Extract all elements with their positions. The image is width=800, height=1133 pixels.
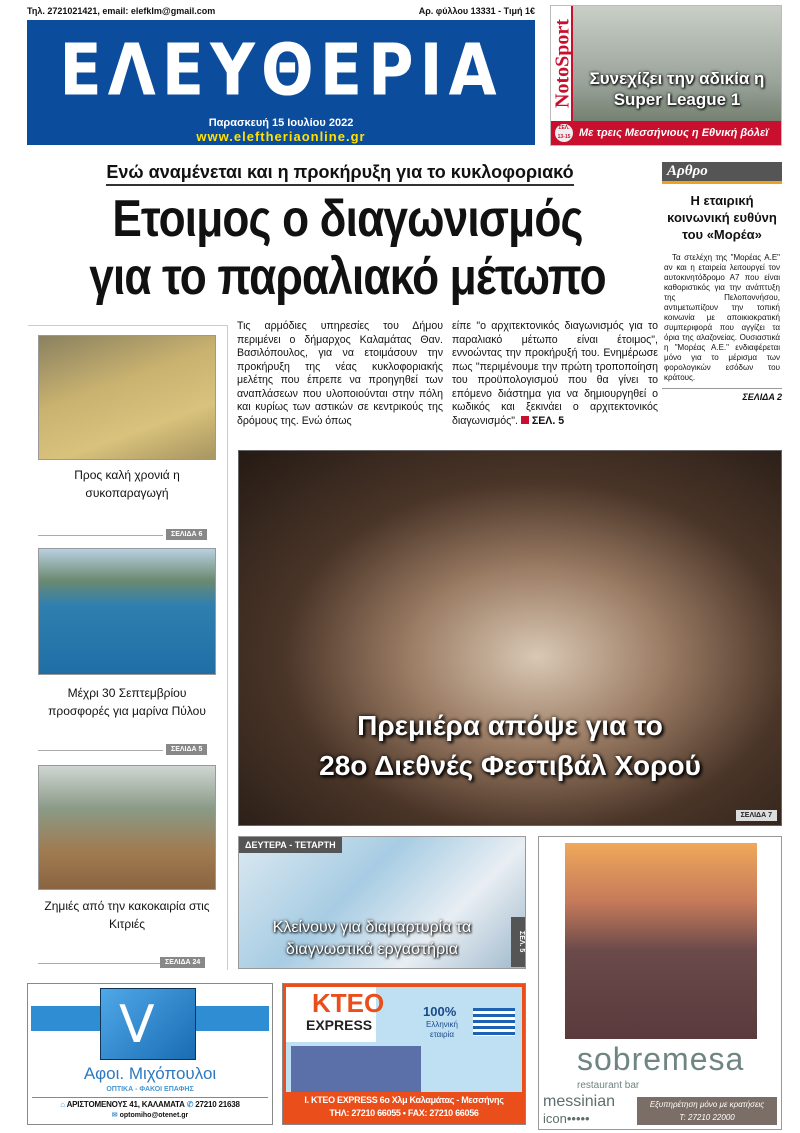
kteo-footer [283, 1094, 525, 1120]
dance-festival-photo[interactable] [238, 450, 782, 826]
newspaper-logo: ΕΛΕΥΘΕΡΙΑ [59, 27, 503, 112]
optics-phone: 27210 21638 [195, 1100, 240, 1109]
figs-photo [38, 335, 216, 460]
website-link[interactable]: www.eleftheriaonline.gr [196, 129, 366, 144]
reservation-text: Εξυπηρέτηση μόνο με κρατήσεις [649, 1100, 765, 1109]
notosport-logo: NotoSport [551, 19, 574, 108]
lab-story[interactable] [238, 836, 526, 969]
kteo-logo [286, 987, 385, 1042]
opinion-title: Η εταιρική κοινωνική ευθύνη του «Μορέα» [667, 193, 777, 242]
story-page: ΣΕΛΙΔΑ 24 [160, 957, 205, 968]
kteo-ad[interactable] [282, 983, 526, 1125]
optics-logo: V [100, 988, 196, 1060]
notosport-bar: Με τρεις Μεσσήνιους η Εθνική βόλεϊ [551, 121, 781, 145]
lab-title: Κλείνουν για διαμαρτυρία τα διαγνωστικά εργαστήρια [272, 919, 472, 958]
lead-kicker: Ενώ αναμένεται και η προκήρυξη για το κυκλοφοριακό [106, 162, 573, 186]
optics-address-line [32, 1097, 268, 1110]
bullet-icon [521, 416, 529, 424]
lead-body-col2 [452, 320, 658, 428]
issue-info: Αρ. φύλλου 13331 - Τιμή 1€ [418, 6, 535, 16]
kteo-pct: 100% [423, 1004, 457, 1019]
opinion-body: Τα στελέχη της "Μορέας Α.Ε" αν και η εταιρεία λειτουργεί τον αυτοκινητόδρομο Α7 που είναι καθοριστικός για την ανάπτυξη της Πελοποννήσου, αντιμετωπίζουν την τοπική κοινωνία με αποικιοκρατική συμπεριφορά που αγγίζει τα όρια της αλαζονείας. Ουσιαστικά η "Μορέας Α.Ε." ενδιαφέρεται μόνο για το μέρισμα των φορολογικών εσόδων του κράτους. [664, 253, 780, 382]
phone-icon: ✆ [186, 1100, 194, 1109]
messinian-logo: messinian [543, 1093, 616, 1110]
sobremesa-logo: sobremesa [577, 1041, 745, 1077]
notosport-page-badge: ΣΕΛ. 13-15 [555, 124, 573, 142]
optics-subtitle: ΟΠΤΙΚΑ - ΦΑΚΟΙ ΕΠΑΦΗΣ [106, 1086, 194, 1093]
story-caption[interactable]: Μέχρι 30 Σεπτεμβρίου προσφορές για μαρίνα Πύλου [48, 686, 206, 718]
lead-body-text: είπε "ο αρχιτεκτονικός διαγωνισμός για το παραλιακό μέτωπο είναι έτοιμος", εννοώντας την προκήρυξή του. Ενημέρωσε πως "περιμένουμε την πρώτη τροποποίηση του προϋπολογισμού που θα γίνει το επόμενο διάστημα για να δημιουργηθεί ο κωδικός και ξεκινάει ο αρχιτεκτονικός διαγωνισμός". [452, 320, 658, 427]
lead-body-col1: Τις αρμόδιες υπηρεσίες του Δήμου περιμένει ο δήμαρχος Καλαμάτας Θαν. Βασιλόπουλος, για να ετοιμάσουν την προκήρυξη της νέας κυκλοφοριακής μελέτης που έπρεπε να προηγηθεί των αναπλάσεων που υλοποιούνται στην πόλη και κυρίως των αστικών σε κεντρικούς της δρόμους της. Ενώ όπως [237, 320, 443, 427]
storm-photo [38, 765, 216, 890]
optics-email: optomiho@otenet.gr [119, 1112, 189, 1119]
mail-icon: ✉ [111, 1112, 118, 1119]
story-page: ΣΕΛΙΔΑ 6 [166, 529, 207, 540]
kteo-address: I. KTEO EXPRESS 6ο Χλμ Καλαμάτας - Μεσσήνης [304, 1095, 504, 1105]
lead-page-ref: ΣΕΛ. 5 [531, 414, 565, 427]
notosport-headline: Συνεχίζει την αδικία η Super League 1 [589, 69, 765, 109]
opinion-article[interactable] [662, 162, 782, 437]
reservation-phone: Τ: 27210 22000 [679, 1113, 735, 1122]
opinion-page: ΣΕΛΙΔΑ 2 [662, 388, 782, 402]
story-page: ΣΕΛΙΔΑ 5 [166, 744, 207, 755]
optics-ad[interactable] [27, 983, 273, 1125]
contact-info: Τηλ. 2721021421, email: elefklm@gmail.com [27, 6, 216, 16]
greek-flag-icon [473, 1008, 515, 1036]
marina-photo [38, 548, 216, 675]
story-caption[interactable]: Ζημιές από την κακοκαιρία στις Κιτριές [44, 899, 210, 931]
kteo-brand: KTEO [312, 988, 385, 1018]
reservation-box [637, 1097, 777, 1125]
optics-email-line [28, 1111, 272, 1121]
masthead [27, 20, 535, 145]
kteo-brand-sub: EXPRESS [306, 1017, 373, 1033]
lab-tag: ΔΕΥΤΕΡΑ - ΤΕΤΑΡΤΗ [239, 837, 342, 853]
lead-kicker-wrap [60, 162, 620, 183]
headline-line-1: Ετοιμος ο διαγωνισμός [112, 190, 583, 248]
optics-name: Αφοι. Μιχόπουλοι [83, 1064, 217, 1083]
caption-line-2: 28ο Διεθνές Φεστιβάλ Χορού [319, 750, 701, 781]
caption-line-1: Πρεμιέρα απόψε για το [357, 710, 663, 741]
story-caption[interactable]: Προς καλή χρονιά η συκοπαραγωγή [74, 468, 180, 500]
main-photo-caption [239, 706, 781, 786]
issue-date: Παρασκευή 15 Ιουλίου 2022 [208, 117, 354, 129]
kteo-pct-sub: Ελληνική εταιρία [425, 1020, 458, 1039]
headline-line-2: για το παραλιακό μέτωπο [89, 248, 606, 306]
kteo-building-photo [291, 1046, 421, 1092]
notosport-promo[interactable] [550, 5, 782, 146]
home-icon: ⌂ [60, 1100, 65, 1109]
restaurant-photo [565, 843, 757, 1039]
kteo-phones: ΤΗΛ: 27210 66055 • FAX: 27210 66056 [329, 1108, 479, 1118]
sobremesa-ad[interactable] [538, 836, 782, 1130]
lab-page: ΣΕΛ. 5 [511, 917, 525, 967]
lead-headline [10, 190, 686, 306]
icon-logo: icon••••• [543, 1111, 590, 1126]
main-photo-page: ΣΕΛΙΔΑ 7 [736, 810, 777, 821]
optics-address: ΑΡΙΣΤΟΜΕΝΟΥΣ 41, ΚΑΛΑΜΑΤΑ [66, 1100, 185, 1109]
opinion-header: Αρθρο [662, 162, 782, 184]
sobremesa-sub: restaurant bar [577, 1080, 640, 1091]
